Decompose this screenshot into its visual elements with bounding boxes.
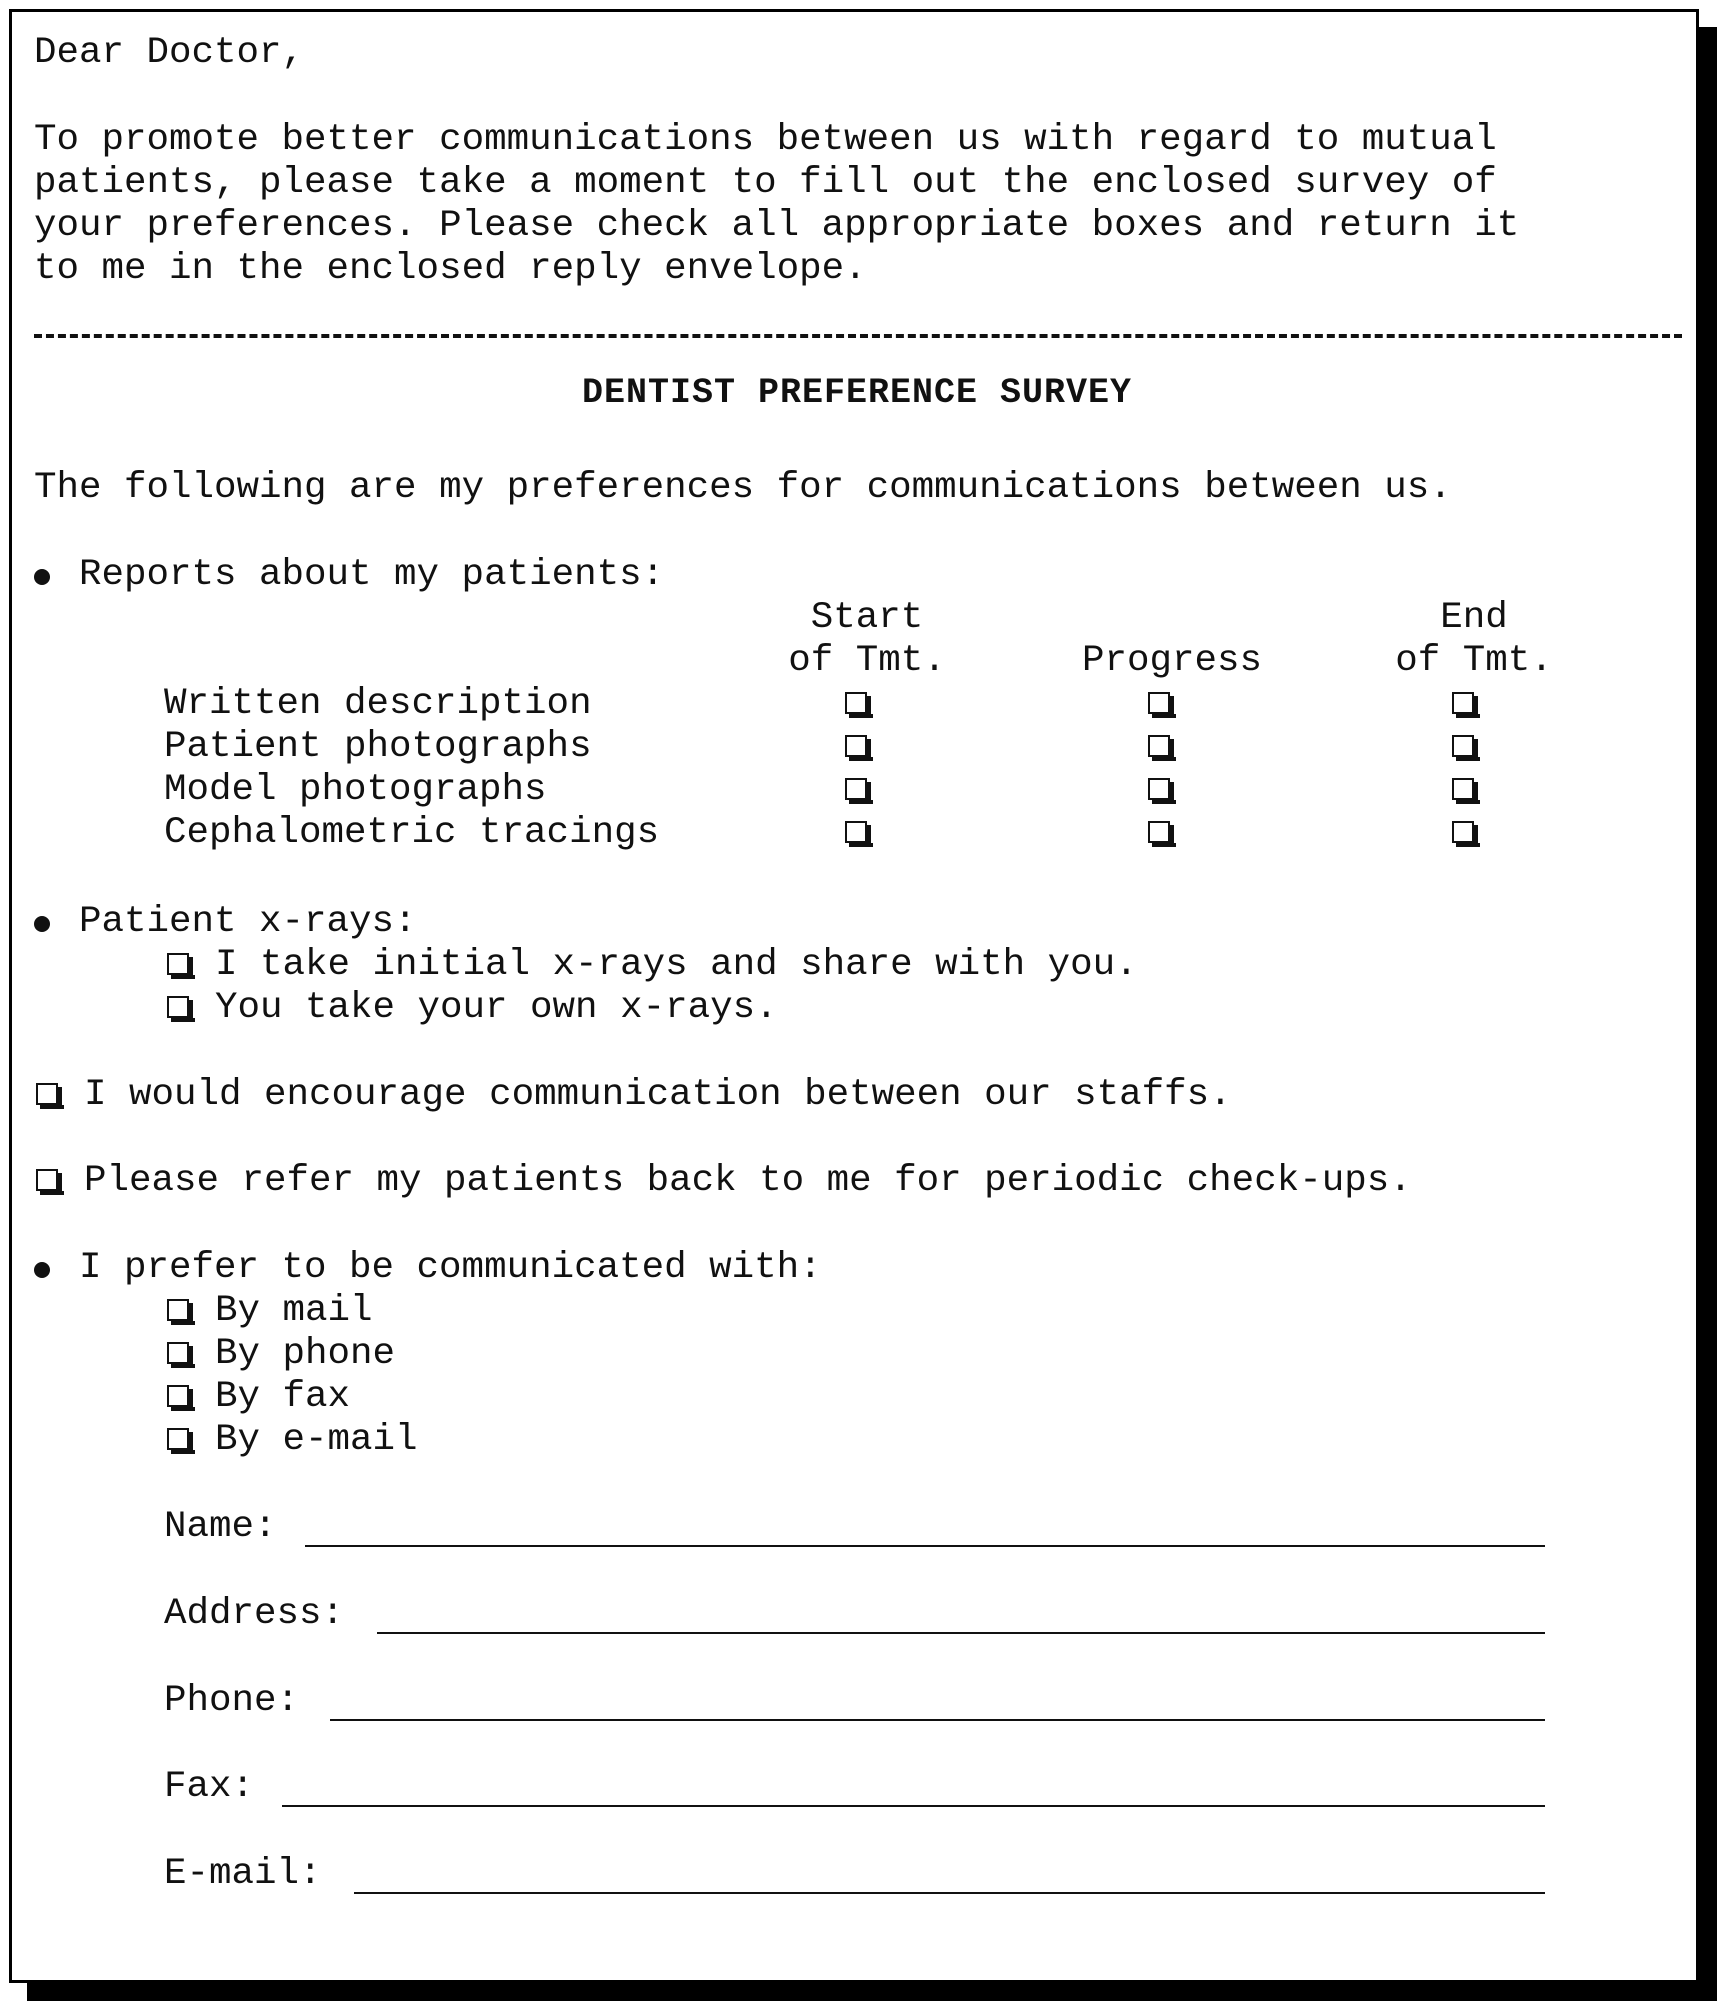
address-field[interactable]: [377, 1632, 1545, 1634]
refer-back-label: Please refer my patients back to me for periodic check-ups.: [84, 1160, 1412, 1202]
letter-line-4: to me in the enclosed reply envelope.: [34, 248, 867, 290]
bullet-icon: [34, 1262, 50, 1278]
cut-line-divider: [34, 334, 1682, 338]
checkbox-model-photos-end[interactable]: [1452, 778, 1474, 800]
column-end-line1: End: [1440, 597, 1508, 639]
phone-label: Phone:: [164, 1680, 300, 1722]
option-by-fax: By fax: [215, 1376, 351, 1418]
name-label: Name:: [164, 1506, 277, 1548]
phone-field[interactable]: [330, 1719, 1545, 1721]
checkbox-staff-communication[interactable]: [36, 1083, 58, 1105]
checkbox-patient-photos-start[interactable]: [845, 735, 867, 757]
fax-label: Fax:: [164, 1766, 255, 1808]
report-row-patient-photos: Patient photographs: [164, 726, 592, 768]
checkbox-patient-photos-progress[interactable]: [1148, 735, 1170, 757]
checkbox-written-start[interactable]: [845, 692, 867, 714]
checkbox-ceph-progress[interactable]: [1148, 821, 1170, 843]
checkbox-ceph-start[interactable]: [845, 821, 867, 843]
checkbox-xrays-share[interactable]: [167, 953, 189, 975]
email-field[interactable]: [354, 1892, 1545, 1894]
checkbox-by-email[interactable]: [167, 1428, 189, 1450]
checkbox-ceph-end[interactable]: [1452, 821, 1474, 843]
staff-communication-label: I would encourage communication between our staffs.: [84, 1074, 1232, 1116]
survey-page: [9, 9, 1699, 1983]
column-start-line1: Start: [810, 597, 924, 639]
checkbox-by-fax[interactable]: [167, 1385, 189, 1407]
checkbox-model-photos-progress[interactable]: [1148, 778, 1170, 800]
checkbox-model-photos-start[interactable]: [845, 778, 867, 800]
checkbox-xrays-own[interactable]: [167, 996, 189, 1018]
fax-field[interactable]: [282, 1805, 1545, 1807]
checkbox-written-progress[interactable]: [1148, 692, 1170, 714]
letter-line-3: your preferences. Please check all appropriate boxes and return it: [34, 205, 1520, 247]
option-by-email: By e-mail: [215, 1419, 418, 1461]
greeting: Dear Doctor,: [34, 32, 305, 74]
xrays-option-share: I take initial x-rays and share with you.: [215, 944, 1138, 986]
checkbox-patient-photos-end[interactable]: [1452, 735, 1474, 757]
email-label: E-mail:: [164, 1853, 322, 1895]
report-row-ceph-tracings: Cephalometric tracings: [164, 812, 660, 854]
xrays-label: Patient x-rays:: [79, 901, 417, 943]
option-by-phone: By phone: [215, 1333, 396, 1375]
report-row-written: Written description: [164, 683, 592, 725]
checkbox-refer-back[interactable]: [36, 1169, 58, 1191]
contact-method-label: I prefer to be communicated with:: [79, 1247, 822, 1289]
address-label: Address:: [164, 1593, 345, 1635]
bullet-icon: [34, 569, 50, 585]
reports-label: Reports about my patients:: [79, 554, 665, 596]
column-end-line2: of Tmt.: [1395, 640, 1553, 682]
letter-line-2: patients, please take a moment to fill out the enclosed survey of: [34, 162, 1497, 204]
letter-line-1: To promote better communications between us with regard to mutual: [34, 119, 1497, 161]
option-by-mail: By mail: [215, 1290, 373, 1332]
checkbox-by-phone[interactable]: [167, 1342, 189, 1364]
report-row-model-photos: Model photographs: [164, 769, 547, 811]
name-field[interactable]: [305, 1545, 1545, 1547]
column-start-line2: of Tmt.: [788, 640, 946, 682]
survey-title: DENTIST PREFERENCE SURVEY: [581, 373, 1133, 413]
checkbox-by-mail[interactable]: [167, 1299, 189, 1321]
survey-intro: The following are my preferences for communications between us.: [34, 467, 1452, 509]
checkbox-written-end[interactable]: [1452, 692, 1474, 714]
column-progress: Progress: [1081, 640, 1263, 682]
xrays-option-own: You take your own x-rays.: [215, 987, 778, 1029]
bullet-icon: [34, 916, 50, 932]
